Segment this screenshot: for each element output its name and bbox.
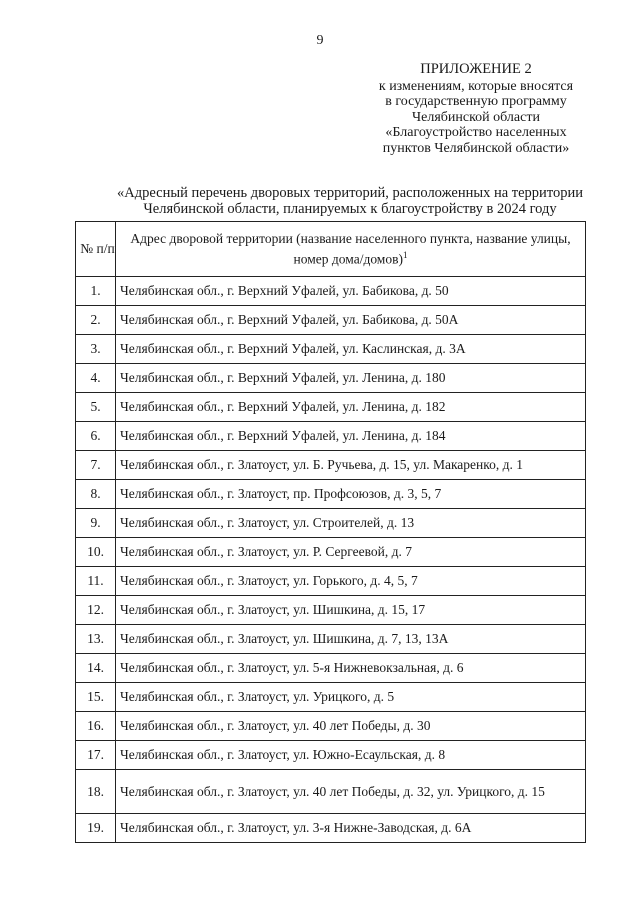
- appendix-line: «Благоустройство населенных: [385, 125, 567, 140]
- row-address: Челябинская обл., г. Златоуст, ул. Горького, д. 4, 5, 7: [116, 567, 586, 596]
- appendix-line: пунктов Челябинской области»: [382, 140, 570, 156]
- row-address: Челябинская обл., г. Верхний Уфалей, ул. Бабикова, д. 50А: [116, 306, 586, 335]
- list-title-line: Челябинской области, планируемых к благоустройству в 2024 году: [143, 201, 557, 217]
- row-number: 13.: [76, 625, 116, 654]
- table-row: [76, 335, 586, 364]
- row-number: 14.: [76, 654, 116, 683]
- row-number: 5.: [76, 393, 116, 422]
- row-number: 4.: [76, 364, 116, 393]
- table-row: [76, 567, 586, 596]
- row-address: Челябинская обл., г. Златоуст, ул. Б. Ручьева, д. 15, ул. Макаренко, д. 1: [116, 451, 586, 480]
- table-body: [76, 277, 586, 843]
- row-number: 16.: [76, 712, 116, 741]
- table-row: [76, 393, 586, 422]
- row-number: 12.: [76, 596, 116, 625]
- row-number: 17.: [76, 741, 116, 770]
- row-address: Челябинская обл., г. Верхний Уфалей, ул. Ленина, д. 184: [116, 422, 586, 451]
- row-address: Челябинская обл., г. Златоуст, ул. Строителей, д. 13: [116, 509, 586, 538]
- table-row: [76, 625, 586, 654]
- row-address: Челябинская обл., г. Златоуст, ул. 40 лет Победы, д. 32, ул. Урицкого, д. 15: [116, 770, 586, 814]
- row-number: 19.: [76, 814, 116, 843]
- list-title: [60, 185, 640, 217]
- table-row: [76, 509, 586, 538]
- row-address: Челябинская обл., г. Верхний Уфалей, ул. Ленина, д. 180: [116, 364, 586, 393]
- table-row: [76, 814, 586, 843]
- appendix-title: ПРИЛОЖЕНИЕ 2: [420, 61, 532, 77]
- row-address: Челябинская обл., г. Верхний Уфалей, ул. Каслинская, д. 3А: [116, 335, 586, 364]
- row-number: 10.: [76, 538, 116, 567]
- appendix-line: Челябинской области: [412, 109, 540, 125]
- row-number: 15.: [76, 683, 116, 712]
- row-number: 2.: [76, 306, 116, 335]
- row-number: 1.: [76, 277, 116, 306]
- row-address: Челябинская обл., г. Верхний Уфалей, ул. Бабикова, д. 50: [116, 277, 586, 306]
- table-row: [76, 770, 586, 814]
- header-number: № п/п: [76, 222, 116, 277]
- table-row: [76, 712, 586, 741]
- row-number: 6.: [76, 422, 116, 451]
- row-address: Челябинская обл., г. Златоуст, ул. 40 лет Победы, д. 30: [116, 712, 586, 741]
- row-address: Челябинская обл., г. Златоуст, ул. Р. Сергеевой, д. 7: [116, 538, 586, 567]
- header-address: [116, 222, 586, 277]
- row-address: Челябинская обл., г. Златоуст, ул. 5-я Нижневокзальная, д. 6: [116, 654, 586, 683]
- table-row: [76, 480, 586, 509]
- page-number: 9: [316, 33, 324, 48]
- table-row: [76, 741, 586, 770]
- row-number: 9.: [76, 509, 116, 538]
- table-row: [76, 364, 586, 393]
- list-title-line: «Адресный перечень дворовых территорий, расположенных на территории: [117, 185, 583, 201]
- table-row: [76, 277, 586, 306]
- table-row: [76, 654, 586, 683]
- table-header-row: [76, 222, 586, 277]
- row-address: Челябинская обл., г. Верхний Уфалей, ул. Ленина, д. 182: [116, 393, 586, 422]
- appendix-line: в государственную программу: [385, 94, 567, 109]
- table-row: [76, 596, 586, 625]
- appendix-header: [330, 62, 622, 156]
- table-row: [76, 538, 586, 567]
- row-address: Челябинская обл., г. Златоуст, ул. Шишкина, д. 15, 17: [116, 596, 586, 625]
- row-number: 3.: [76, 335, 116, 364]
- row-address: Челябинская обл., г. Златоуст, ул. Южно-Есаульская, д. 8: [116, 741, 586, 770]
- table-row: [76, 683, 586, 712]
- table-row: [76, 451, 586, 480]
- appendix-line: к изменениям, которые вносятся: [378, 78, 574, 94]
- footnote-marker: 1: [402, 249, 408, 260]
- row-number: 7.: [76, 451, 116, 480]
- row-number: 8.: [76, 480, 116, 509]
- header-address-text: Адрес дворовой территории (название населенного пункта, название улицы, номер дома/домов): [130, 230, 571, 267]
- address-table: [75, 221, 586, 843]
- table-row: [76, 422, 586, 451]
- row-number: 18.: [76, 770, 116, 814]
- row-address: Челябинская обл., г. Златоуст, ул. Шишкина, д. 7, 13, 13А: [116, 625, 586, 654]
- row-address: Челябинская обл., г. Златоуст, ул. 3-я Нижне-Заводская, д. 6А: [116, 814, 586, 843]
- row-number: 11.: [76, 567, 116, 596]
- row-address: Челябинская обл., г. Златоуст, пр. Профсоюзов, д. 3, 5, 7: [116, 480, 586, 509]
- table-row: [76, 306, 586, 335]
- row-address: Челябинская обл., г. Златоуст, ул. Урицкого, д. 5: [116, 683, 586, 712]
